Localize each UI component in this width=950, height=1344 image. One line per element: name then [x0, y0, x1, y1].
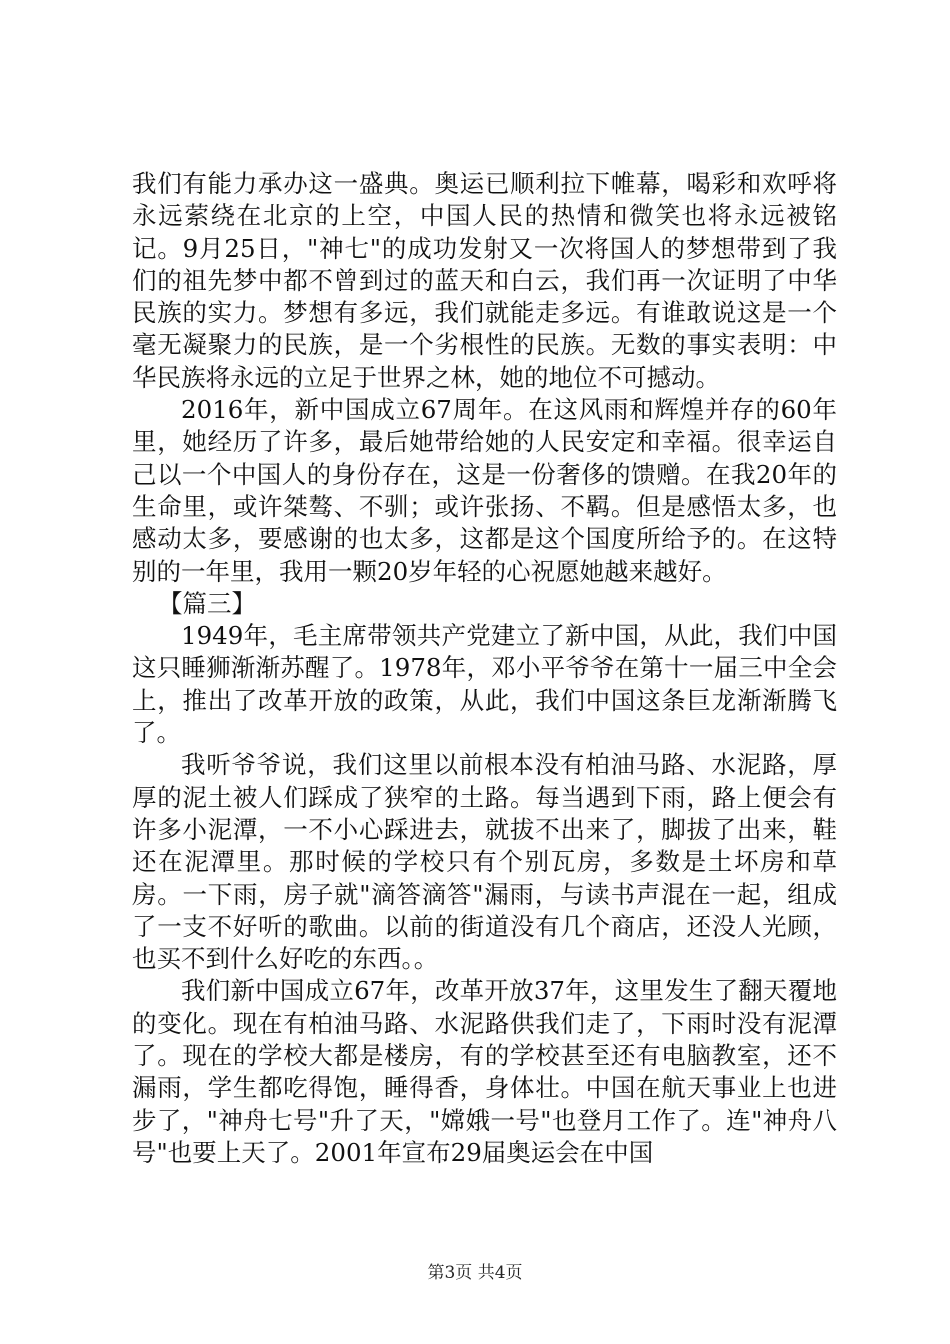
page-footer: 第3页 共4页 [427, 1263, 523, 1283]
paragraph-changes: 我们新中国成立67年，改革开放37年，这里发生了翻天覆地的变化。现在有柏油马路、水泥路供我们走了，下雨时没有泥潭了。现在的学校大都是楼房，有的学校甚至还有电脑教室，还不漏雨，学生都吃得饱，睡得香，身体壮。中国在航天事业上也进步了，"神舟七号"升了天，"嫦娥一号"也登月工作了。连"神舟八号"也要上天了。2001年宣布29届奥运会在中国 [132, 976, 837, 1167]
paragraph-history: 1949年，毛主席带领共产党建立了新中国，从此，我们中国这只睡狮渐渐苏醒了。1978年，邓小平爷爷在第十一届三中全会上，推出了改革开放的政策，从此，我们中国这条巨龙渐渐腾飞了。 [132, 621, 837, 748]
document-body [132, 168, 837, 1169]
paragraph-continuation: 我们有能力承办这一盛典。奥运已顺利拉下帷幕，喝彩和欢呼将永远萦绕在北京的上空，中国人民的热情和微笑也将永远被铭记。9月25日，"神七"的成功发射又一次将国人的梦想带到了我们的祖先梦中都不曾到过的蓝天和白云，我们再一次证明了中华民族的实力。梦想有多远，我们就能走多远。有谁敢说这是一个毫无凝聚力的民族，是一个劣根性的民族。无数的事实表明：中华民族将永远的立足于世界之林，她的地位不可撼动。 [132, 169, 837, 392]
paragraph-grandfather-story: 我听爷爷说，我们这里以前根本没有柏油马路、水泥路，厚厚的泥土被人们踩成了狭窄的土路。每当遇到下雨，路上便会有许多小泥潭，一不小心踩进去，就拔不出来了，脚拔了出来，鞋还在泥潭里。那时候的学校只有个别瓦房，多数是土坏房和草房。一下雨，房子就"滴答滴答"漏雨，与读书声混在一起，组成了一支不好听的歌曲。以前的街道没有几个商店，还没人光顾，也买不到什么好吃的东西。。 [132, 750, 837, 974]
paragraph-anniversary: 2016年，新中国成立67周年。在这风雨和辉煌并存的60年里，她经历了许多，最后她带给她的人民安定和幸福。很幸运自己以一个中国人的身份存在，这是一份奢侈的馈赠。在我20年的生命里，或许桀骜、不驯；或许张扬、不羁。但是感悟太多，也感动太多，要感谢的也太多，这都是这个国度所给予的。在这特别的一年里，我用一颗20岁年轻的心祝愿她越来越好。 [132, 395, 837, 586]
section-heading: 【篇三】 [158, 588, 256, 618]
